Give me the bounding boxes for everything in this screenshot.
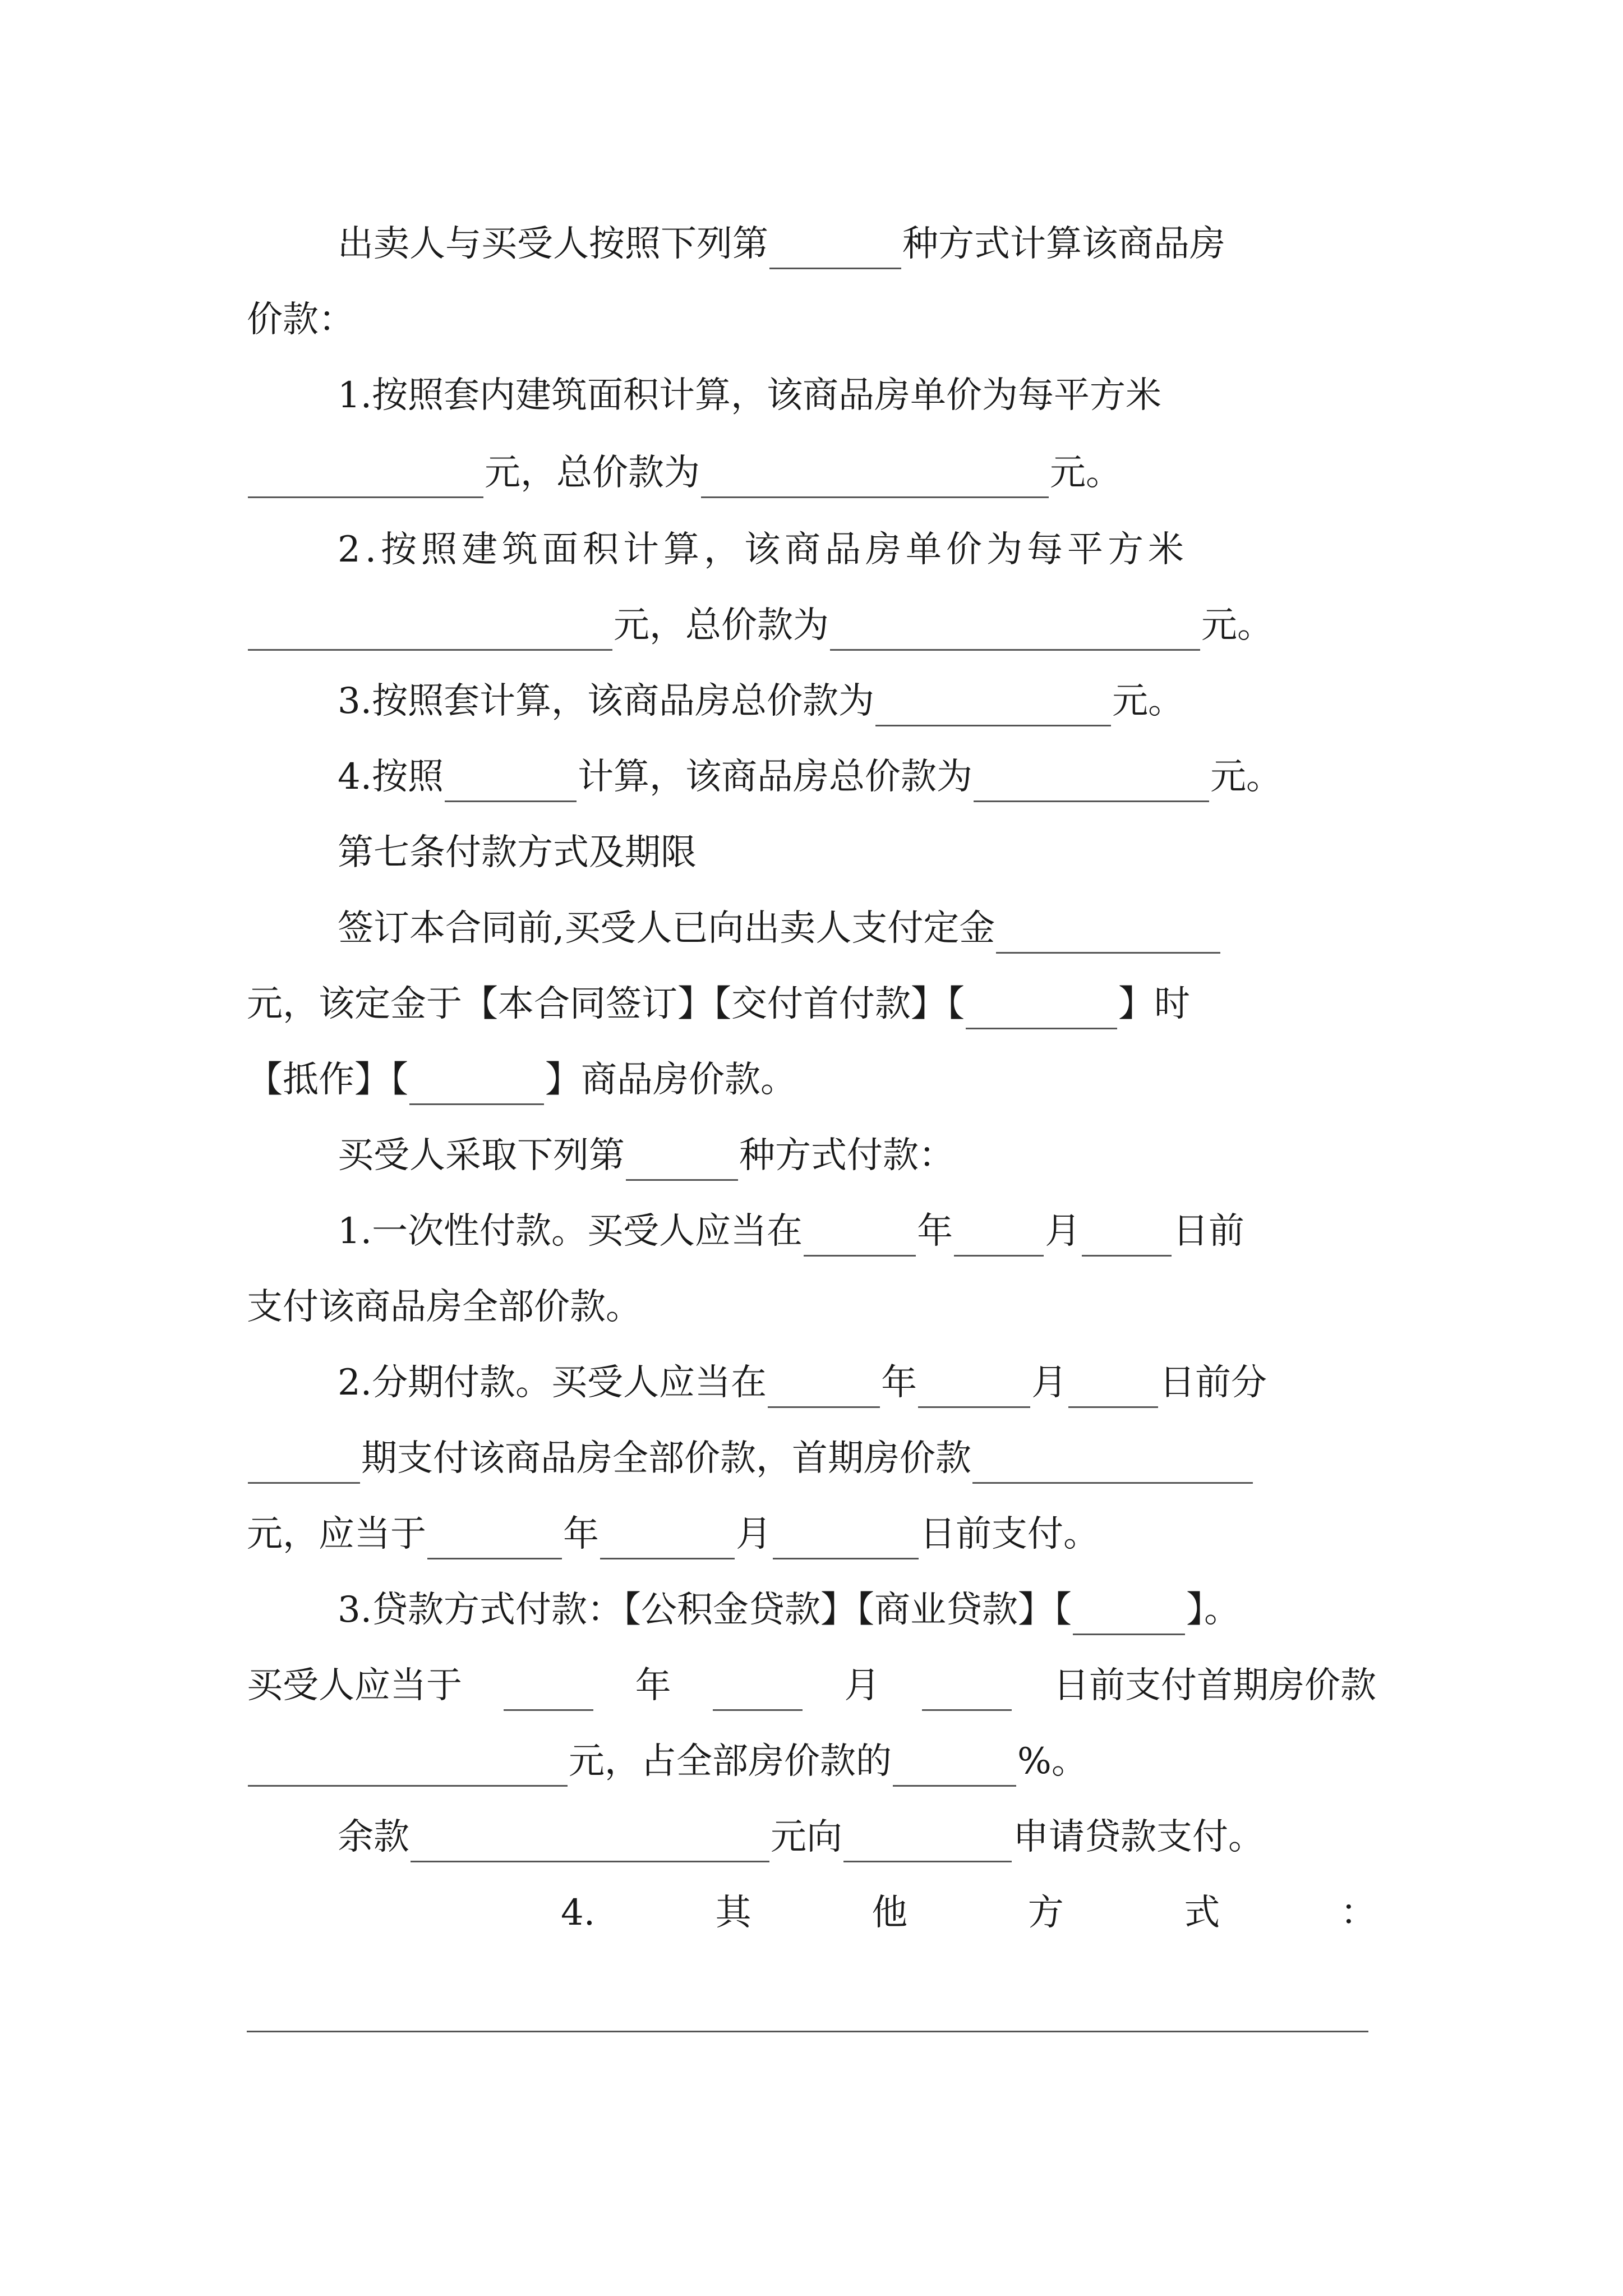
blank-field[interactable] <box>411 1824 769 1862</box>
option-4: 4.按照 计算，该商品房总价款为 元。 <box>247 752 1376 802</box>
blank-field[interactable] <box>248 612 612 651</box>
blank-field[interactable] <box>773 1521 919 1559</box>
payment-option-2-cont: 元，应当于 年 月 日前支付。 <box>247 1509 1376 1559</box>
blank-field[interactable] <box>966 991 1117 1029</box>
blank-field[interactable] <box>248 1748 568 1787</box>
blank-field[interactable] <box>1073 1596 1185 1635</box>
deposit-paragraph-cont: 【抵作】【 】商品房价款。 <box>247 1055 1376 1105</box>
paragraph-line: 价款： <box>247 299 354 341</box>
payment-method-paragraph: 买受人采取下列第 种方式付款： <box>247 1130 1376 1181</box>
option-2-cont: 元，总价款为 元。 <box>247 600 1376 651</box>
payment-option-2-cont: 期支付该商品房全部价款，首期房价款 <box>247 1433 1376 1484</box>
option-1: 1.按照套内建筑面积计算，该商品房单价为每平方米 <box>338 375 1162 416</box>
payment-option-3-cont: 元，占全部房价款的 %。 <box>247 1736 1376 1787</box>
blank-field[interactable] <box>248 459 483 498</box>
payment-option-3-cont: 买受人应当于 年 月 日前支付首期房价款 <box>247 1660 1376 1711</box>
paragraph-calc-method: 出卖人与买受人按照下列第 种方式计算该商品房 <box>247 219 1376 269</box>
blank-field[interactable] <box>248 1445 360 1484</box>
payment-option-1: 1.一次性付款。买受人应当在 年 月 日前 <box>247 1206 1376 1257</box>
blank-field[interactable] <box>626 1142 738 1181</box>
option-3: 3.按照套计算，该商品房总价款为 元。 <box>247 676 1376 726</box>
blank-field[interactable] <box>996 915 1220 954</box>
deposit-paragraph: 签订本合同前,买受人已向出卖人支付定金 <box>247 903 1376 954</box>
remaining-balance: 余款 元向 申请贷款支付。 <box>247 1812 1376 1862</box>
blank-field[interactable] <box>445 763 577 802</box>
payment-option-1-cont: 支付该商品房全部价款。 <box>247 1286 642 1328</box>
option-1-cont: 元，总价款为 元。 <box>247 448 1376 498</box>
blank-field[interactable] <box>804 1218 916 1257</box>
blank-field[interactable] <box>247 2031 1368 2032</box>
blank-field[interactable] <box>1068 1369 1158 1408</box>
blank-field[interactable] <box>954 1218 1044 1257</box>
blank-field[interactable] <box>893 1748 1016 1787</box>
blank-field[interactable] <box>600 1521 735 1559</box>
blank-field[interactable] <box>875 688 1111 726</box>
blank-field[interactable] <box>701 459 1049 498</box>
blank-field[interactable] <box>713 1672 803 1711</box>
blank-field[interactable] <box>768 1369 880 1408</box>
other-method: 4. 其 他 方 式 ： <box>561 1892 1376 1934</box>
blank-field[interactable] <box>922 1672 1012 1711</box>
blank-field[interactable] <box>504 1672 593 1711</box>
payment-option-3: 3.贷款方式付款：【公积金贷款】【商业贷款】【 】。 <box>247 1585 1376 1635</box>
blank-field[interactable] <box>843 1824 1012 1862</box>
deposit-paragraph-cont: 元，该定金于【本合同签订】【交付首付款】【 】时 <box>247 979 1376 1029</box>
blank-field[interactable] <box>769 231 901 269</box>
option-2: 2.按照建筑面积计算，该商品房单价为每平方米 <box>338 529 1189 570</box>
blank-field[interactable] <box>409 1066 544 1105</box>
blank-field[interactable] <box>974 763 1209 802</box>
payment-option-2: 2.分期付款。买受人应当在 年 月 日前分 <box>247 1358 1376 1408</box>
section-heading: 第七条付款方式及期限 <box>338 832 697 873</box>
blank-field[interactable] <box>1082 1218 1172 1257</box>
blank-field[interactable] <box>427 1521 562 1559</box>
blank-field[interactable] <box>918 1369 1030 1408</box>
blank-field[interactable] <box>972 1445 1253 1484</box>
blank-field[interactable] <box>830 612 1200 651</box>
